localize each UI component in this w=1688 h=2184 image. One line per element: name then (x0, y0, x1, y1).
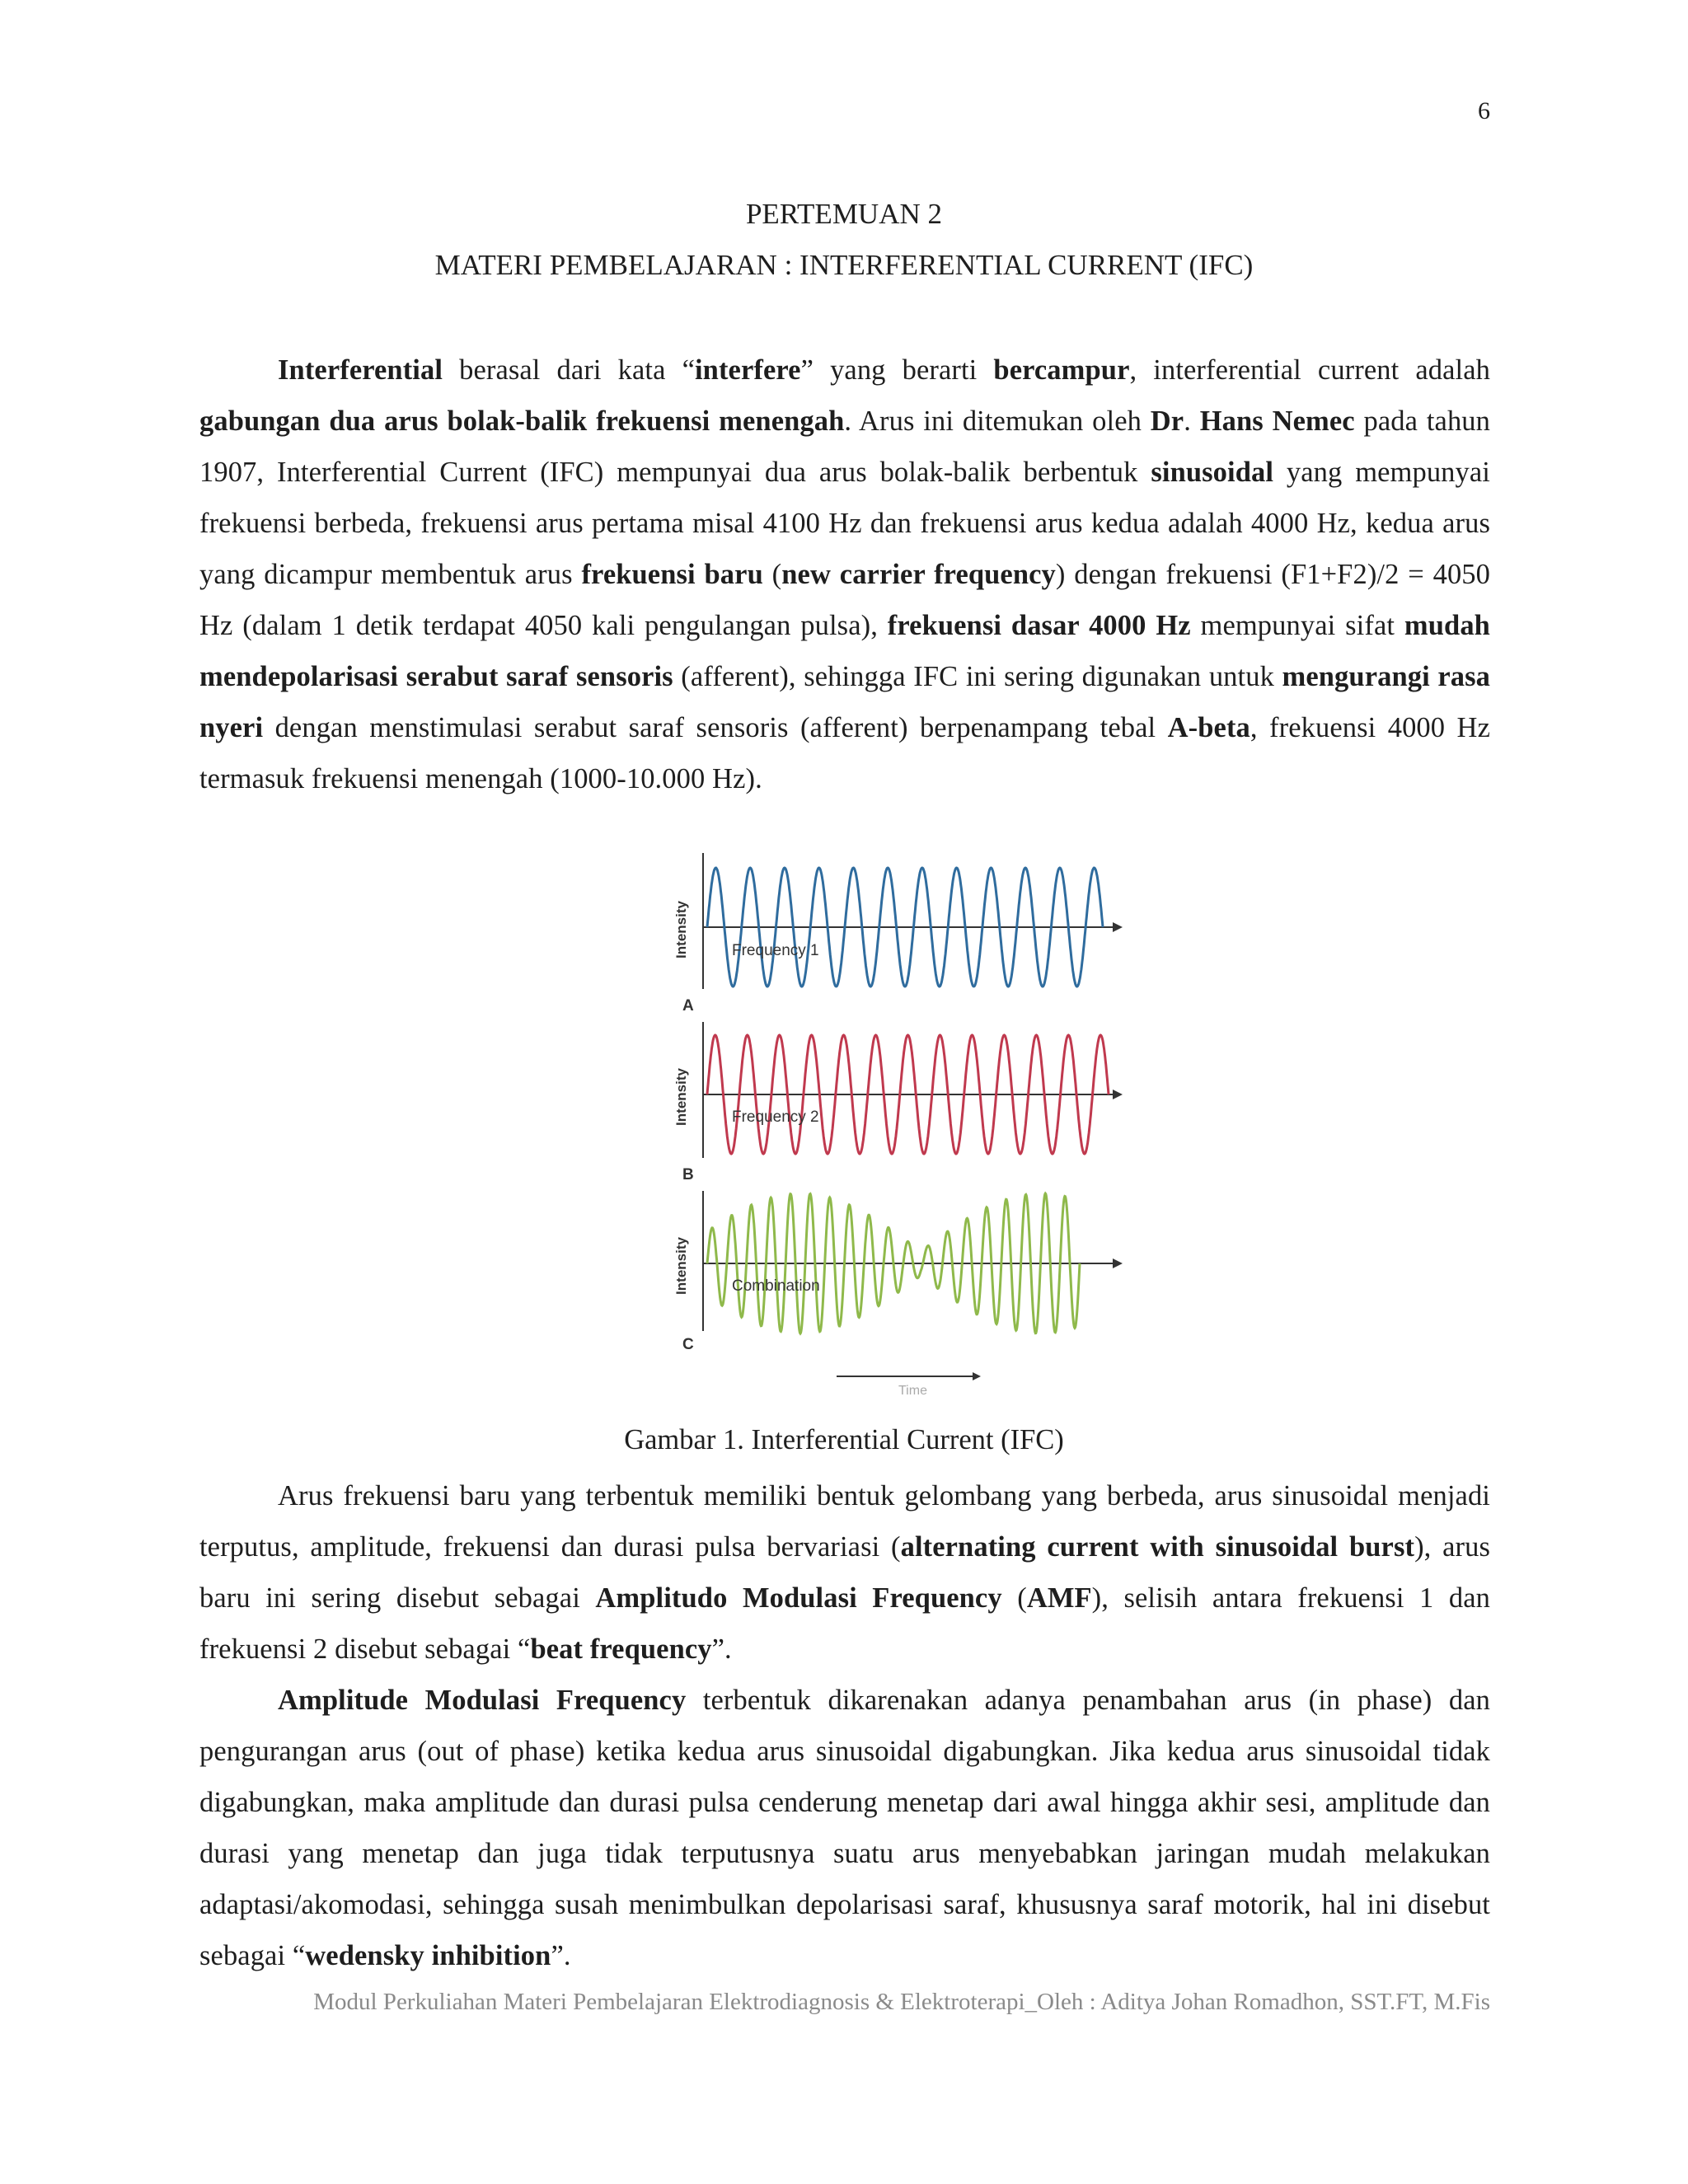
paragraph-1: Interferential berasal dari kata “interfere” yang berarti bercampur, interferential current adalah gabungan dua arus bolak-balik frekuensi menengah. Arus ini ditemukan oleh Dr. Hans Nemec pada tahun 1907, Interferential Current (IFC) mempunyai dua arus bolak-balik berbentuk sinusoidal yang mempunyai frekuensi berbeda, frekuensi arus pertama misal 4100 Hz dan frekuensi arus kedua adalah 4000 Hz, kedua arus yang dicampur membentuk arus frekuensi baru (new carrier frequency) dengan frekuensi (F1+F2)/2 = 4050 Hz (dalam 1 detik terdapat 4050 kali pengulangan pulsa), frekuensi dasar 4000 Hz mempunyai sifat mudah mendepolarisasi serabut saraf sensoris (afferent), sehingga IFC ini sering digunakan untuk mengurangi rasa nyeri dengan menstimulasi serabut saraf sensoris (afferent) berpenampang tebal A-beta, frekuensi 4000 Hz termasuk frekuensi menengah (1000-10.000 Hz). (199, 354, 1491, 794)
panel-b-ylabel: Intensity (673, 1068, 689, 1126)
panel-a-ylabel: Intensity (673, 901, 689, 958)
panel-a-label: Frequency 1 (732, 942, 819, 959)
paragraph-3: Amplitude Modulasi Frequency terbentuk dikarenakan adanya penambahan arus (in phase) dan pengurangan arus (out of phase) ketika kedua arus sinusoidal digabungkan. Jika kedua arus sinusoidal tidak digabungkan, maka amplitude dan durasi pulsa cenderung menetap dari awal hingga akhir sesi, amplitude dan durasi yang menetap dan juga tidak terputusnya suatu arus menyebabkan jaringan mudah melakukan adaptasi/akomodasi, sehingga susah menimbulkan depolarisasi saraf, khususnya saraf motorik, hal ini disebut sebagai “wedensky inhibition”. (199, 1685, 1490, 1971)
paragraph-2: Arus frekuensi baru yang terbentuk memiliki bentuk gelombang yang berbeda, arus sinusoidal menjadi terputus, amplitude, frekuensi dan durasi pulsa bervariasi (alternating current with sinusoidal burst), arus baru ini sering disebut sebagai Amplitudo Modulasi Frequency (AMF), selisih antara frekuensi 1 dan frekuensi 2 disebut sebagai “beat frequency”. (199, 1480, 1491, 1665)
panel-b-label: Frequency 2 (732, 1108, 819, 1126)
page-footer: Modul Perkuliahan Materi Pembelajaran Elektrodiagnosis & Elektroterapi_Oleh : Aditya Johan Romadhon, SST.FT, M.Fis (313, 1989, 1490, 2015)
figure-caption: Gambar 1. Interferential Current (IFC) (624, 1424, 1064, 1455)
material-heading: MATERI PEMBELAJARAN : INTERFERENTIAL CURRENT (IFC) (434, 249, 1254, 281)
meeting-heading: PERTEMUAN 2 (745, 198, 943, 230)
panel-c-label: Combination (732, 1277, 820, 1295)
panel-a-letter: A (682, 997, 694, 1015)
panel-c-letter: C (682, 1336, 694, 1353)
panel-b-letter: B (682, 1166, 694, 1183)
time-label: Time (898, 1384, 927, 1398)
panel-c-ylabel: Intensity (673, 1237, 689, 1295)
ifc-waveform-figure (668, 841, 1137, 1401)
page-number: 6 (1478, 97, 1490, 124)
